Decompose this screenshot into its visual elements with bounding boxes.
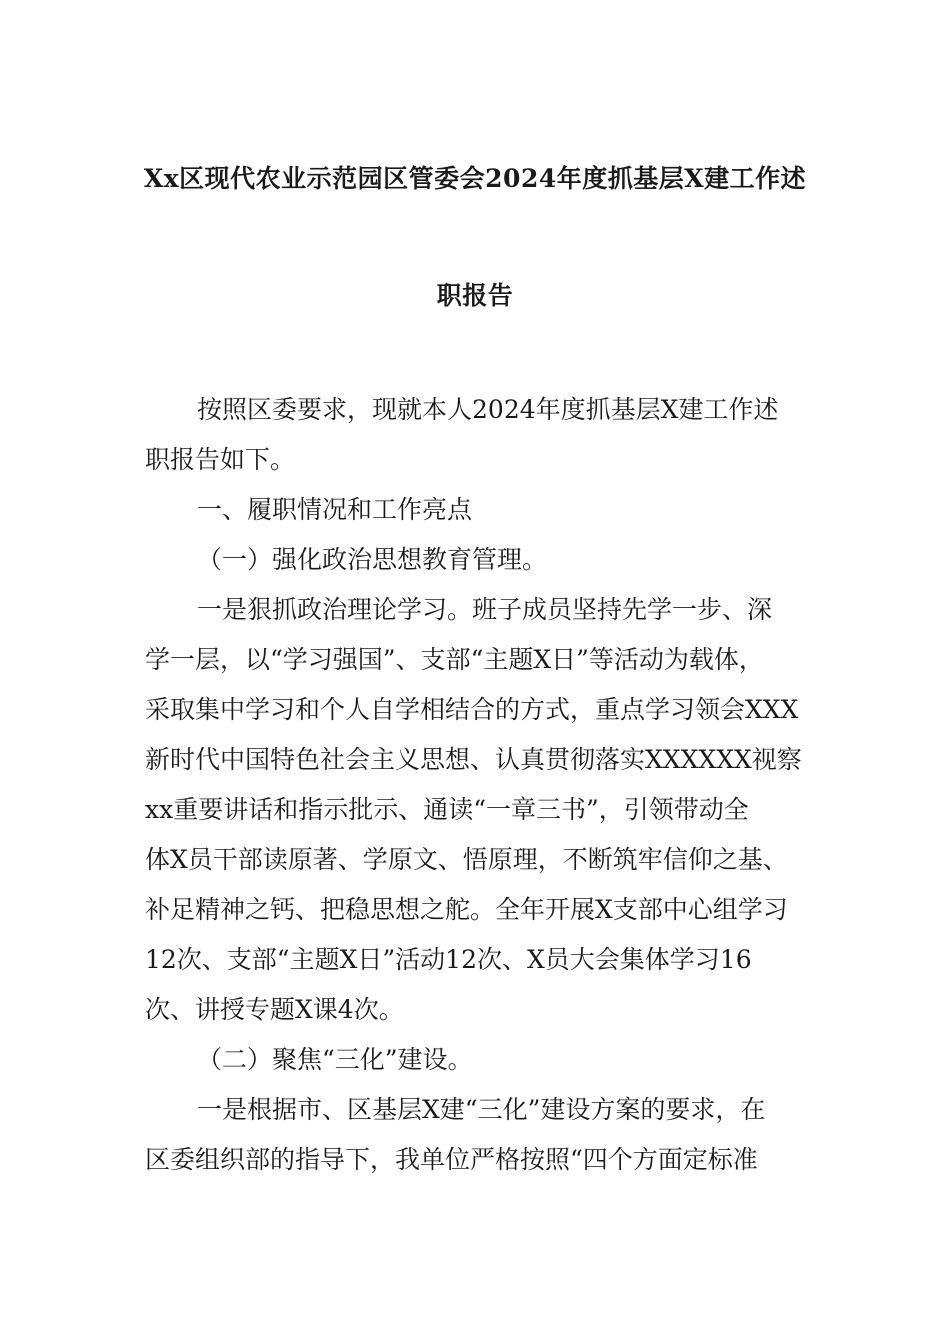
document-title-line-1: Xx区现代农业示范园区管委会2024年度抓基层X建工作述 [143, 164, 807, 193]
document-title-line-2: 职报告 [436, 281, 514, 310]
paragraph [145, 1090, 810, 1180]
paragraph [145, 590, 810, 1030]
paragraph-line: 采取集中学习和个人自学相结合的方式，重点学习领会XXX [145, 695, 799, 724]
paragraph [145, 540, 810, 580]
paragraph [145, 390, 810, 480]
paragraph-line: 一、履职情况和工作亮点 [197, 495, 473, 524]
paragraph-line: （二）聚焦“三化”建设。 [197, 1045, 473, 1074]
document-body [145, 390, 810, 1190]
paragraph-line: 次、讲授专题X课4次。 [145, 995, 404, 1024]
paragraph-line: 职报告如下。 [145, 445, 296, 474]
paragraph-line: 一是狠抓政治理论学习。班子成员坚持先学一步、深 [197, 595, 773, 624]
paragraph [145, 1040, 810, 1080]
paragraph-line: 按照区委要求，现就本人2024年度抓基层X建工作述 [197, 395, 779, 424]
paragraph-line: 补足精神之钙、把稳思想之舵。全年开展X支部中心组学习 [145, 895, 788, 924]
paragraph-line: 一是根据市、区基层X建“三化”建设方案的要求，在 [197, 1095, 766, 1124]
paragraph-line: 学一层，以“学习强国”、支部“主题X日”等活动为载体， [145, 645, 764, 674]
paragraph-line: （一）强化政治思想教育管理。 [197, 545, 548, 574]
paragraph-line: xx重要讲话和指示批示、通读“一章三书”，引领带动全 [145, 795, 749, 824]
paragraph-line: 12次、支部“主题X日”活动12次、X员大会集体学习16 [145, 945, 752, 974]
paragraph-line: 新时代中国特色社会主义思想、认真贯彻落实XXXXXX视察 [145, 745, 802, 774]
paragraph [145, 490, 810, 530]
paragraph-line: 体X员干部读原著、学原文、悟原理，不断筑牢信仰之基、 [145, 845, 788, 874]
paragraph-line: 区委组织部的指导下，我单位严格按照“四个方面定标准 [145, 1145, 758, 1174]
